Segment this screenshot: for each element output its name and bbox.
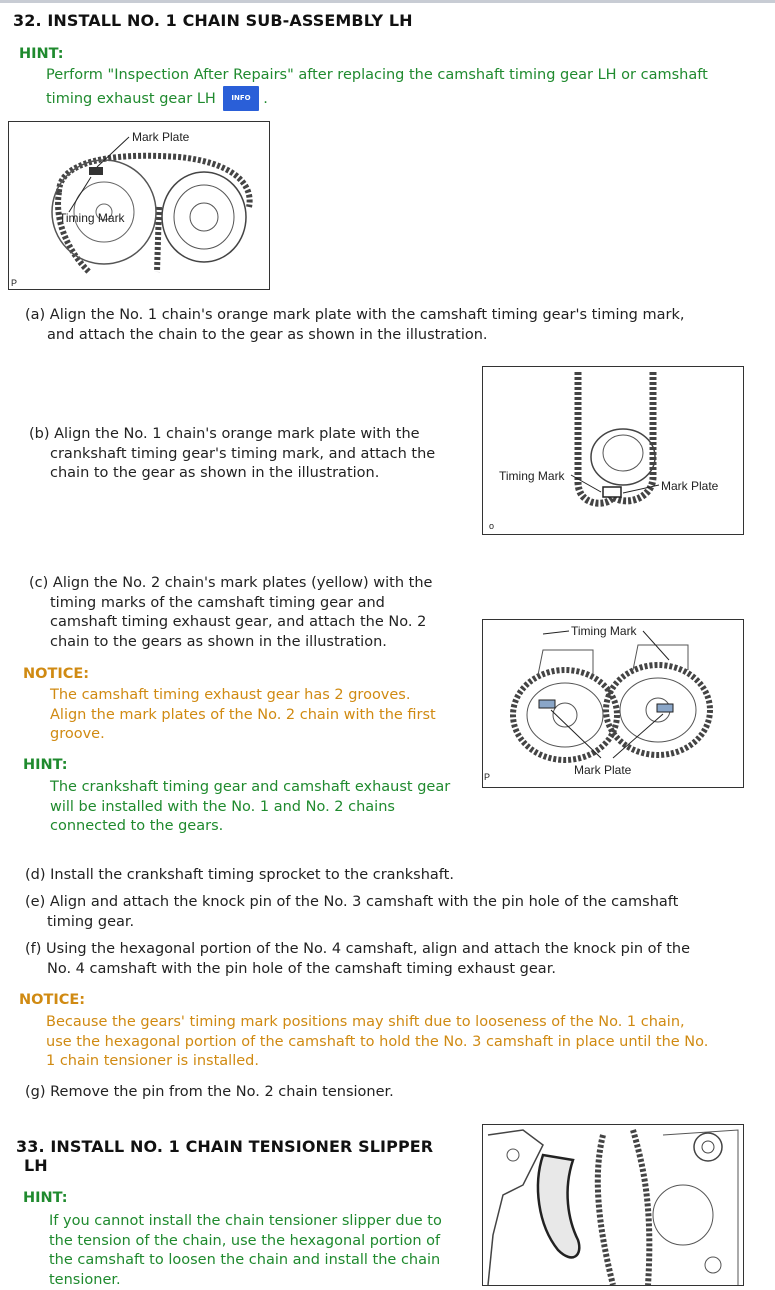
notice-text: [46, 1013, 766, 1072]
section-33-title-line: LH: [16, 1156, 476, 1175]
label-timing-mark: Timing Mark: [571, 624, 638, 638]
hint-line: Perform "Inspection After Repairs" after replacing the camshaft timing gear LH or camshaft: [46, 66, 766, 86]
step-c-line: camshaft timing exhaust gear, and attach the No. 2: [29, 613, 479, 633]
notice-line: Align the mark plates of the No. 2 chain with the first: [50, 706, 480, 726]
notice-label: NOTICE:: [23, 666, 89, 682]
hint-line: will be installed with the No. 1 and No. 2 chains: [50, 798, 480, 818]
label-timing-mark: Timing Mark: [59, 211, 126, 225]
hint-text: [46, 66, 766, 111]
notice-text: [50, 686, 480, 745]
step-c: [29, 574, 479, 652]
hint-text: [50, 778, 480, 837]
hint-line: The crankshaft timing gear and camshaft exhaust gear: [50, 778, 480, 798]
hint-line: If you cannot install the chain tensioner slipper due to: [49, 1212, 479, 1232]
step-b-line: (b) Align the No. 1 chain's orange mark plate with the: [29, 425, 469, 445]
step-d-line: (d) Install the crankshaft timing sprocket to the crankshaft.: [25, 866, 765, 886]
step-f-line: (f) Using the hexagonal portion of the No. 4 camshaft, align and attach the knock pin of the: [25, 940, 765, 960]
notice-line: groove.: [50, 725, 480, 745]
label-mark-plate: Mark Plate: [661, 479, 719, 493]
label-mark-plate: Mark Plate: [132, 130, 190, 144]
label-mark-plate: Mark Plate: [574, 763, 632, 777]
step-a: [25, 306, 765, 345]
figure-corner-mark: P: [484, 772, 490, 782]
notice-line: use the hexagonal portion of the camshaft to hold the No. 3 camshaft in place until the No.: [46, 1033, 766, 1053]
step-g: [25, 1083, 765, 1103]
figure-corner-mark: P: [11, 278, 17, 288]
hint-line-text: timing exhaust gear LH: [46, 90, 216, 106]
section-33-title-line: 33. INSTALL NO. 1 CHAIN TENSIONER SLIPPER: [16, 1137, 476, 1156]
info-link-button[interactable]: INFO: [223, 86, 258, 112]
step-c-line: (c) Align the No. 2 chain's mark plates (yellow) with the: [29, 574, 479, 594]
notice-line: Because the gears' timing mark positions may shift due to looseness of the No. 1 chain,: [46, 1013, 766, 1033]
step-b: [29, 425, 469, 484]
figure-3-illustration: [483, 620, 743, 787]
step-c-line: timing marks of the camshaft timing gear and: [29, 594, 479, 614]
figure-4-illustration: [483, 1125, 743, 1285]
step-c-line: chain to the gears as shown in the illustration.: [29, 633, 479, 653]
notice-line: 1 chain tensioner is installed.: [46, 1052, 766, 1072]
figure-crankshaft-gear-mark-plate: [482, 366, 744, 535]
step-d: [25, 866, 765, 886]
notice-line: The camshaft timing exhaust gear has 2 grooves.: [50, 686, 480, 706]
label-timing-mark: Timing Mark: [499, 469, 566, 483]
step-a-line: (a) Align the No. 1 chain's orange mark plate with the camshaft timing gear's timing mark,: [25, 306, 765, 326]
figure-2-illustration: [483, 367, 743, 534]
figure-corner-mark: o: [489, 521, 494, 531]
hint-period: .: [263, 90, 268, 106]
step-f-line: No. 4 camshaft with the pin hole of the camshaft timing exhaust gear.: [25, 960, 765, 980]
hint-text: [49, 1212, 479, 1290]
figure-1-illustration: [9, 122, 269, 289]
step-a-line: and attach the chain to the gear as shown in the illustration.: [25, 326, 765, 346]
hint-line: connected to the gears.: [50, 817, 480, 837]
top-border: [0, 0, 775, 3]
step-e: [25, 893, 765, 932]
section-32-title: 32. INSTALL NO. 1 CHAIN SUB-ASSEMBLY LH: [13, 11, 413, 30]
hint-label: HINT:: [19, 46, 64, 62]
hint-line: the tension of the chain, use the hexagonal portion of: [49, 1232, 479, 1252]
step-e-line: timing gear.: [25, 913, 765, 933]
hint-line: [46, 86, 766, 112]
hint-line: tensioner.: [49, 1271, 479, 1290]
step-e-line: (e) Align and attach the knock pin of the No. 3 camshaft with the pin hole of the camshaft: [25, 893, 765, 913]
figure-no2-chain-mark-plates: [482, 619, 744, 788]
figure-camshaft-gear-mark-plate: [8, 121, 270, 290]
step-f: [25, 940, 765, 979]
notice-label: NOTICE:: [19, 992, 85, 1008]
step-b-line: chain to the gear as shown in the illustration.: [29, 464, 469, 484]
hint-line: the camshaft to loosen the chain and install the chain: [49, 1251, 479, 1271]
step-b-line: crankshaft timing gear's timing mark, and attach the: [29, 445, 469, 465]
hint-label: HINT:: [23, 1190, 68, 1206]
section-33-title: [16, 1137, 476, 1175]
figure-chain-tensioner-slipper: [482, 1124, 744, 1286]
hint-label: HINT:: [23, 757, 68, 773]
step-g-line: (g) Remove the pin from the No. 2 chain tensioner.: [25, 1083, 765, 1103]
